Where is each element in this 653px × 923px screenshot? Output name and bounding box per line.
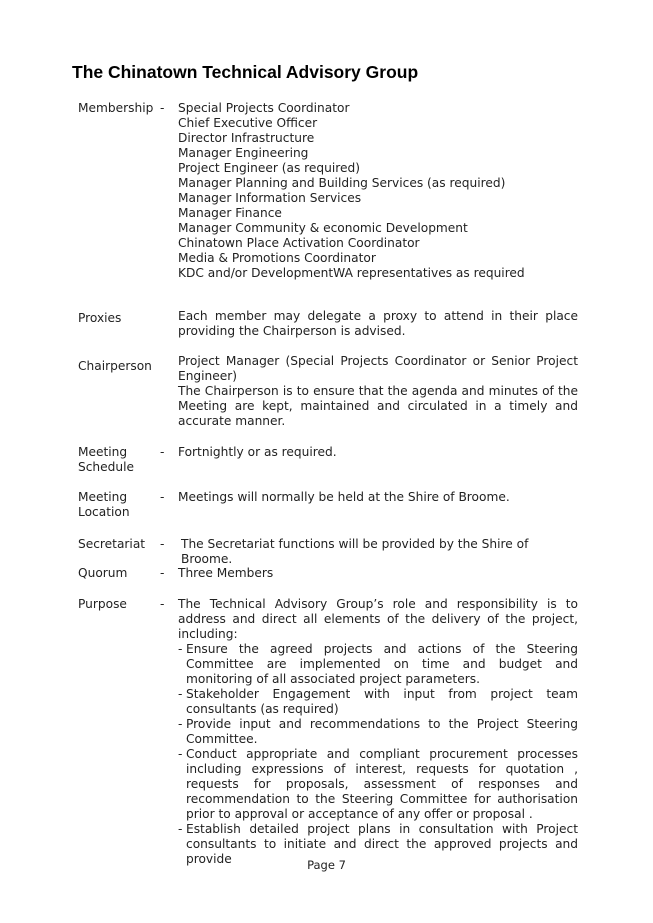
- member-item: Manager Planning and Building Services (as required): [178, 176, 506, 190]
- chairperson-text: [178, 354, 578, 429]
- chairperson-duties: The Chairperson is to ensure that the agenda and minutes of the Meeting are kept, maintained and circulated in a timely and accurate manner.: [178, 384, 578, 428]
- quorum-dash: -: [160, 566, 165, 580]
- purpose-list: [178, 642, 578, 867]
- chairperson-role: Project Manager (Special Projects Coordinator or Senior Project Engineer): [178, 354, 578, 383]
- purpose-item: - Conduct appropriate and compliant procurement processes including expressions of interest, requests for quotation , requests for proposals, assessment of responses and recommendation to the Steering Committee for authorisation prior to approval or acceptance of any offer or proposal .: [178, 747, 578, 822]
- quorum-text: Three Members: [178, 566, 274, 580]
- purpose-item: - Establish detailed project plans in consultation with Project consultants to initiate and direct the approved projects and provide: [178, 822, 578, 867]
- purpose-item: - Provide input and recommendations to the Project Steering Committee.: [178, 717, 578, 747]
- meeting-location-label: Meeting Location: [78, 490, 130, 519]
- meeting-location-dash: -: [160, 490, 165, 504]
- purpose-item: - Ensure the agreed projects and actions of the Steering Committee are implemented on time and budget and monitoring of all associated project parameters.: [178, 642, 578, 687]
- member-item: Manager Information Services: [178, 191, 362, 205]
- member-item: Chinatown Place Activation Coordinator: [178, 236, 420, 250]
- membership-label: Membership: [78, 101, 154, 115]
- member-item: Director Infrastructure: [178, 131, 315, 145]
- purpose-label: Purpose: [78, 597, 127, 611]
- secretariat-dash: -: [160, 537, 165, 551]
- member-item: Manager Finance: [178, 206, 282, 220]
- chairperson-label: Chairperson: [78, 359, 152, 373]
- page-number: Page 7: [307, 858, 346, 872]
- member-item: KDC and/or DevelopmentWA representatives as required: [178, 266, 525, 280]
- secretariat-label: Secretariat: [78, 537, 146, 551]
- proxies-label: Proxies: [78, 311, 122, 325]
- membership-list: [178, 101, 578, 281]
- page-title: The Chinatown Technical Advisory Group: [72, 62, 419, 82]
- proxies-text: Each member may delegate a proxy to attend in their place providing the Chairperson is advised.: [178, 309, 578, 338]
- meeting-location-text: Meetings will normally be held at the Shire of Broome.: [178, 490, 510, 504]
- meeting-schedule-dash: -: [160, 445, 165, 459]
- member-item: Special Projects Coordinator: [178, 101, 350, 115]
- purpose-body: [178, 597, 578, 867]
- purpose-dash: -: [160, 597, 165, 611]
- member-item: Manager Engineering: [178, 146, 309, 160]
- purpose-intro: The Technical Advisory Group’s role and responsibility is to address and direct all elements of the delivery of the project, including:: [178, 597, 578, 641]
- quorum-label: Quorum: [78, 566, 128, 580]
- member-item: Chief Executive Officer: [178, 116, 318, 130]
- member-item: Manager Community & economic Development: [178, 221, 468, 235]
- meeting-schedule-label: Meeting Schedule: [78, 445, 135, 474]
- member-item: Project Engineer (as required): [178, 161, 360, 175]
- member-item: Media & Promotions Coordinator: [178, 251, 376, 265]
- meeting-schedule-text: Fortnightly or as required.: [178, 445, 337, 459]
- purpose-item: - Stakeholder Engagement with input from project team consultants (as required): [178, 687, 578, 717]
- membership-dash: -: [160, 101, 165, 115]
- secretariat-text: The Secretariat functions will be provided by the Shire of Broome.: [181, 537, 529, 566]
